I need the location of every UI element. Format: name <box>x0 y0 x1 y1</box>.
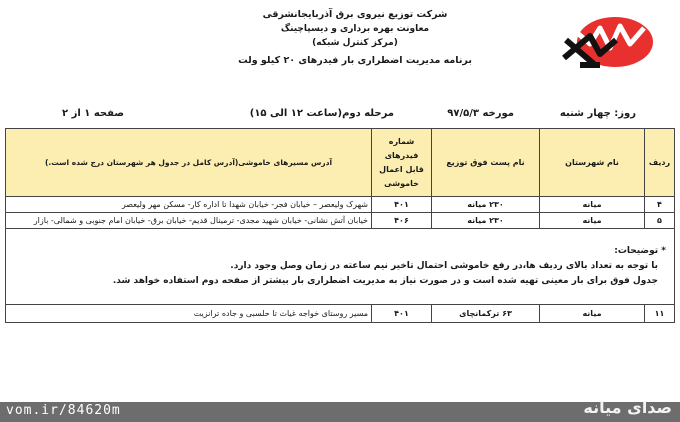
row-address: مسیر روستای خواجه غیاث تا حلسبی و جاده ترانزیت <box>6 305 372 323</box>
notes-box <box>6 240 674 293</box>
note-item: جدول فوق برای بار معینی تهیه شده است و در صورت نیاز به مدیریت اضطراری بار بیشتر از صفحه دوم استفاده خواهد شد. <box>112 276 658 286</box>
header-address: آدرس مسیرهای خاموشی(آدرس کامل در جدول هر شهرستان درج شده است.) <box>6 129 372 197</box>
meta-date: مورخه ۹۷/۵/۳ <box>447 108 514 119</box>
center-name: (مرکز کنترل شبکه) <box>312 38 398 48</box>
header-post: نام پست فوق توزیع <box>432 129 540 197</box>
table-row <box>6 305 675 323</box>
row-post: ۲۳۰ میانه <box>432 213 540 229</box>
header-city: نام شهرستان <box>540 129 645 197</box>
deputy-name: معاونت بهره برداری و دیسپاچینگ <box>280 24 430 34</box>
table-row <box>6 197 675 213</box>
program-title: برنامه مدیریت اضطراری بار فیدرهای ۲۰ کیلو ولت <box>238 55 472 66</box>
notes-row <box>6 229 675 305</box>
schedule-table <box>5 128 675 323</box>
table-header-row <box>6 129 675 197</box>
notes-title: * توضیحات: <box>614 246 666 256</box>
table-row <box>6 213 675 229</box>
row-address: خیابان آتش نشانی- خیابان شهید مجدی- ترمینال قدیم- خیابان برق- خیابان امام جنوبی و شمالی- بازار <box>6 213 372 229</box>
row-city: میانه <box>540 305 645 323</box>
meta-phase: مرحله دوم(ساعت ۱۲ الی ۱۵) <box>249 108 394 119</box>
row-radif: ۵ <box>645 213 675 229</box>
row-address: شهرک ولیعصر – خیابان فجر- خیابان شهدا تا اداره کار- مسکن مهر ولیعصر <box>6 197 372 213</box>
document-header <box>150 8 560 68</box>
row-post: ۲۳۰ میانه <box>432 197 540 213</box>
header-radif: ردیف <box>645 129 675 197</box>
row-feeder: ۴۰۱ <box>372 305 432 323</box>
watermark-url: vom.ir/84620m <box>6 403 121 418</box>
company-logo-icon <box>560 14 660 74</box>
company-name: شرکت توزیع نیروی برق آذربایجانشرقی <box>262 9 448 20</box>
row-city: میانه <box>540 197 645 213</box>
watermark-brand: صدای میانه <box>583 398 672 417</box>
row-city: میانه <box>540 213 645 229</box>
meta-day: روز: چهار شنبه <box>559 108 636 119</box>
row-radif: ۱۱ <box>645 305 675 323</box>
meta-page: صفحه ۱ از ۲ <box>62 108 124 119</box>
row-post: ۶۳ ترکمانچای <box>432 305 540 323</box>
note-item: با توجه به تعداد بالای ردیف ها،در رفع خاموشی احتمال تاخیر نیم ساعته در زمان وصل وجود دارد. <box>230 261 658 271</box>
row-radif: ۴ <box>645 197 675 213</box>
row-feeder: ۴۰۶ <box>372 213 432 229</box>
header-feeder: شماره فیدرهای قابل اعمال خاموشی <box>372 129 432 197</box>
row-feeder: ۴۰۱ <box>372 197 432 213</box>
